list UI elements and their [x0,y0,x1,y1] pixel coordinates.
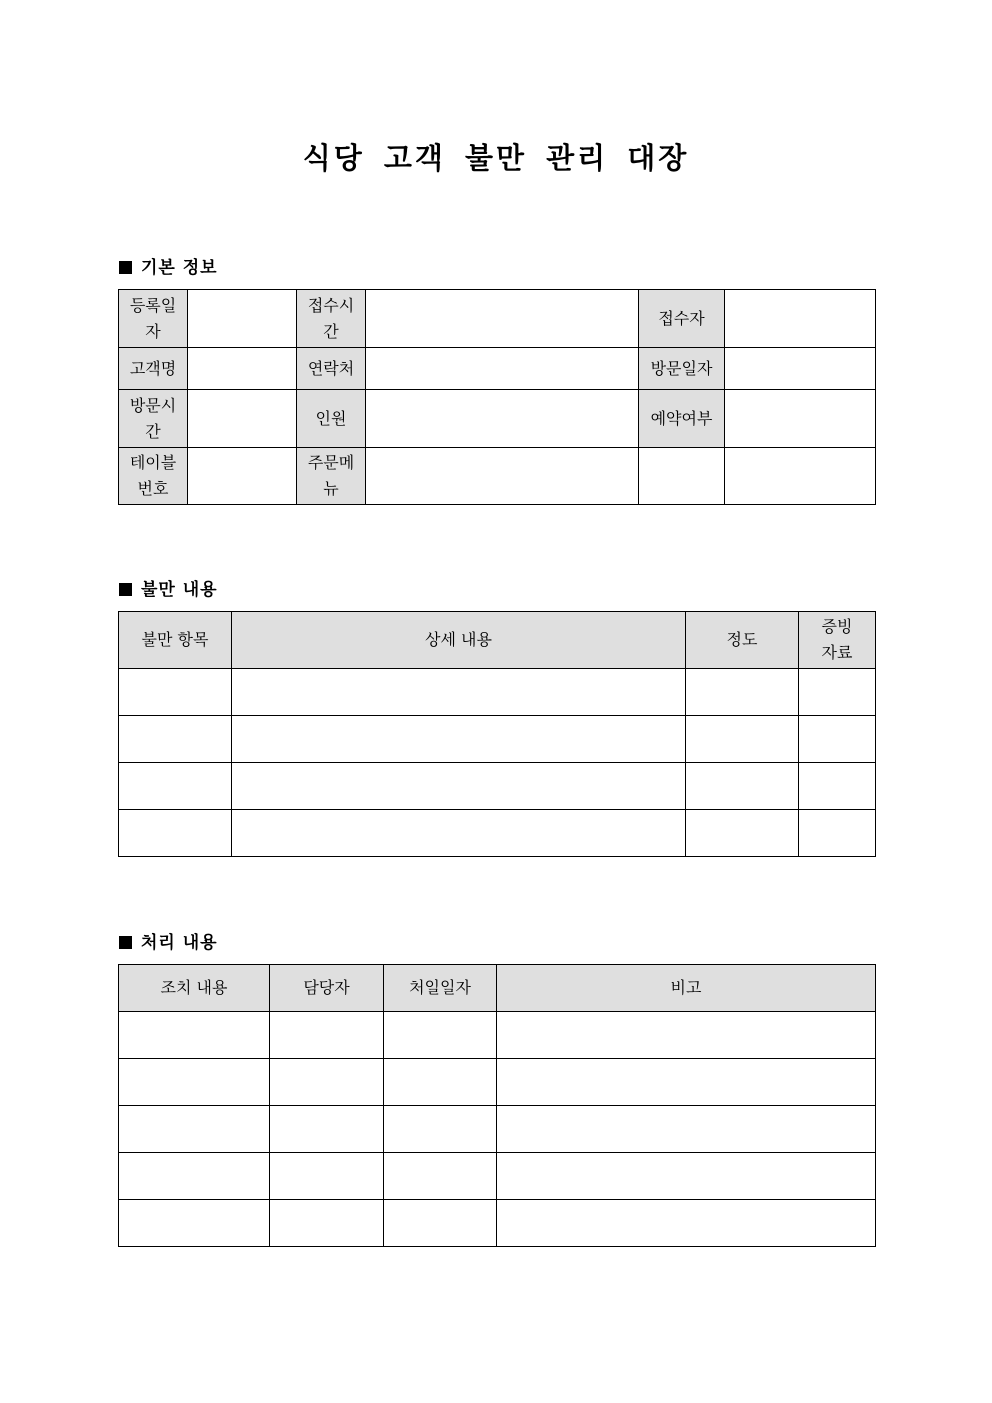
evidence-cell[interactable] [799,763,876,810]
table-row [119,1012,876,1059]
reservation-field[interactable] [725,390,876,448]
document-title: 식당 고객 불만 관리 대장 [302,141,690,175]
label-contact: 연락처 [297,348,366,390]
label-reservation: 예약여부 [639,390,725,448]
date-cell[interactable] [384,1106,497,1153]
party-size-field[interactable] [366,390,639,448]
action-cell[interactable] [119,1153,270,1200]
section-heading-label: 기본 정보 [141,258,218,278]
receipt-time-field[interactable] [366,290,639,348]
section-heading-label: 불만 내용 [141,580,218,600]
action-cell[interactable] [119,1059,270,1106]
table-row [119,390,876,448]
date-cell[interactable] [384,1200,497,1247]
label-party-size: 인원 [297,390,366,448]
label-receiver: 접수자 [639,290,725,348]
table-row [119,669,876,716]
column-header-person-in-charge: 담당자 [270,965,384,1012]
visit-date-field[interactable] [725,348,876,390]
receiver-field[interactable] [725,290,876,348]
section-heading-complaint [119,575,218,600]
person-cell[interactable] [270,1200,384,1247]
label-visit-time: 방문시 간 [119,390,188,448]
label-table-number: 테이블 번호 [119,448,188,505]
customer-name-field[interactable] [188,348,297,390]
date-cell[interactable] [384,1153,497,1200]
table-row [119,716,876,763]
square-bullet-icon [119,261,132,274]
complaint-item-cell[interactable] [119,716,232,763]
table-row [119,763,876,810]
person-cell[interactable] [270,1059,384,1106]
person-cell[interactable] [270,1106,384,1153]
table-row [119,810,876,857]
column-header-action: 조치 내용 [119,965,270,1012]
column-header-complaint-item: 불만 항목 [119,612,232,669]
ordered-menu-field[interactable] [366,448,639,505]
person-cell[interactable] [270,1012,384,1059]
table-row [119,448,876,505]
process-table [118,964,876,1247]
column-header-remarks: 비고 [497,965,876,1012]
column-header-process-date: 처일일자 [384,965,497,1012]
remarks-cell[interactable] [497,1012,876,1059]
square-bullet-icon [119,936,132,949]
person-cell[interactable] [270,1153,384,1200]
evidence-cell[interactable] [799,716,876,763]
table-row [119,1200,876,1247]
table-header-row [119,612,876,669]
severity-cell[interactable] [686,669,799,716]
section-heading-basic-info [119,253,218,278]
contact-field[interactable] [366,348,639,390]
details-cell[interactable] [232,763,686,810]
evidence-cell[interactable] [799,810,876,857]
details-cell[interactable] [232,669,686,716]
label-customer-name: 고객명 [119,348,188,390]
table-row [119,1059,876,1106]
table-row [119,290,876,348]
action-cell[interactable] [119,1012,270,1059]
remarks-cell[interactable] [497,1153,876,1200]
date-cell[interactable] [384,1012,497,1059]
complaint-item-cell[interactable] [119,810,232,857]
table-row [119,1153,876,1200]
registration-date-field[interactable] [188,290,297,348]
label-registration-date: 등록일 자 [119,290,188,348]
label-visit-date: 방문일자 [639,348,725,390]
remarks-cell[interactable] [497,1106,876,1153]
column-header-severity: 정도 [686,612,799,669]
action-cell[interactable] [119,1200,270,1247]
severity-cell[interactable] [686,716,799,763]
square-bullet-icon [119,583,132,596]
details-cell[interactable] [232,810,686,857]
date-cell[interactable] [384,1059,497,1106]
table-row [119,348,876,390]
details-cell[interactable] [232,716,686,763]
severity-cell[interactable] [686,763,799,810]
column-header-details: 상세 내용 [232,612,686,669]
action-cell[interactable] [119,1106,270,1153]
label-receipt-time: 접수시 간 [297,290,366,348]
blank-label-cell[interactable] [639,448,725,505]
complaint-item-cell[interactable] [119,669,232,716]
remarks-cell[interactable] [497,1059,876,1106]
column-header-evidence: 증빙 자료 [799,612,876,669]
complaint-item-cell[interactable] [119,763,232,810]
visit-time-field[interactable] [188,390,297,448]
label-ordered-menu: 주문메 뉴 [297,448,366,505]
section-heading-process [119,928,218,953]
blank-value-cell[interactable] [725,448,876,505]
section-heading-label: 처리 내용 [141,933,218,953]
severity-cell[interactable] [686,810,799,857]
remarks-cell[interactable] [497,1200,876,1247]
table-header-row [119,965,876,1012]
table-row [119,1106,876,1153]
table-number-field[interactable] [188,448,297,505]
basic-info-table [118,289,876,505]
complaint-table [118,611,876,857]
evidence-cell[interactable] [799,669,876,716]
